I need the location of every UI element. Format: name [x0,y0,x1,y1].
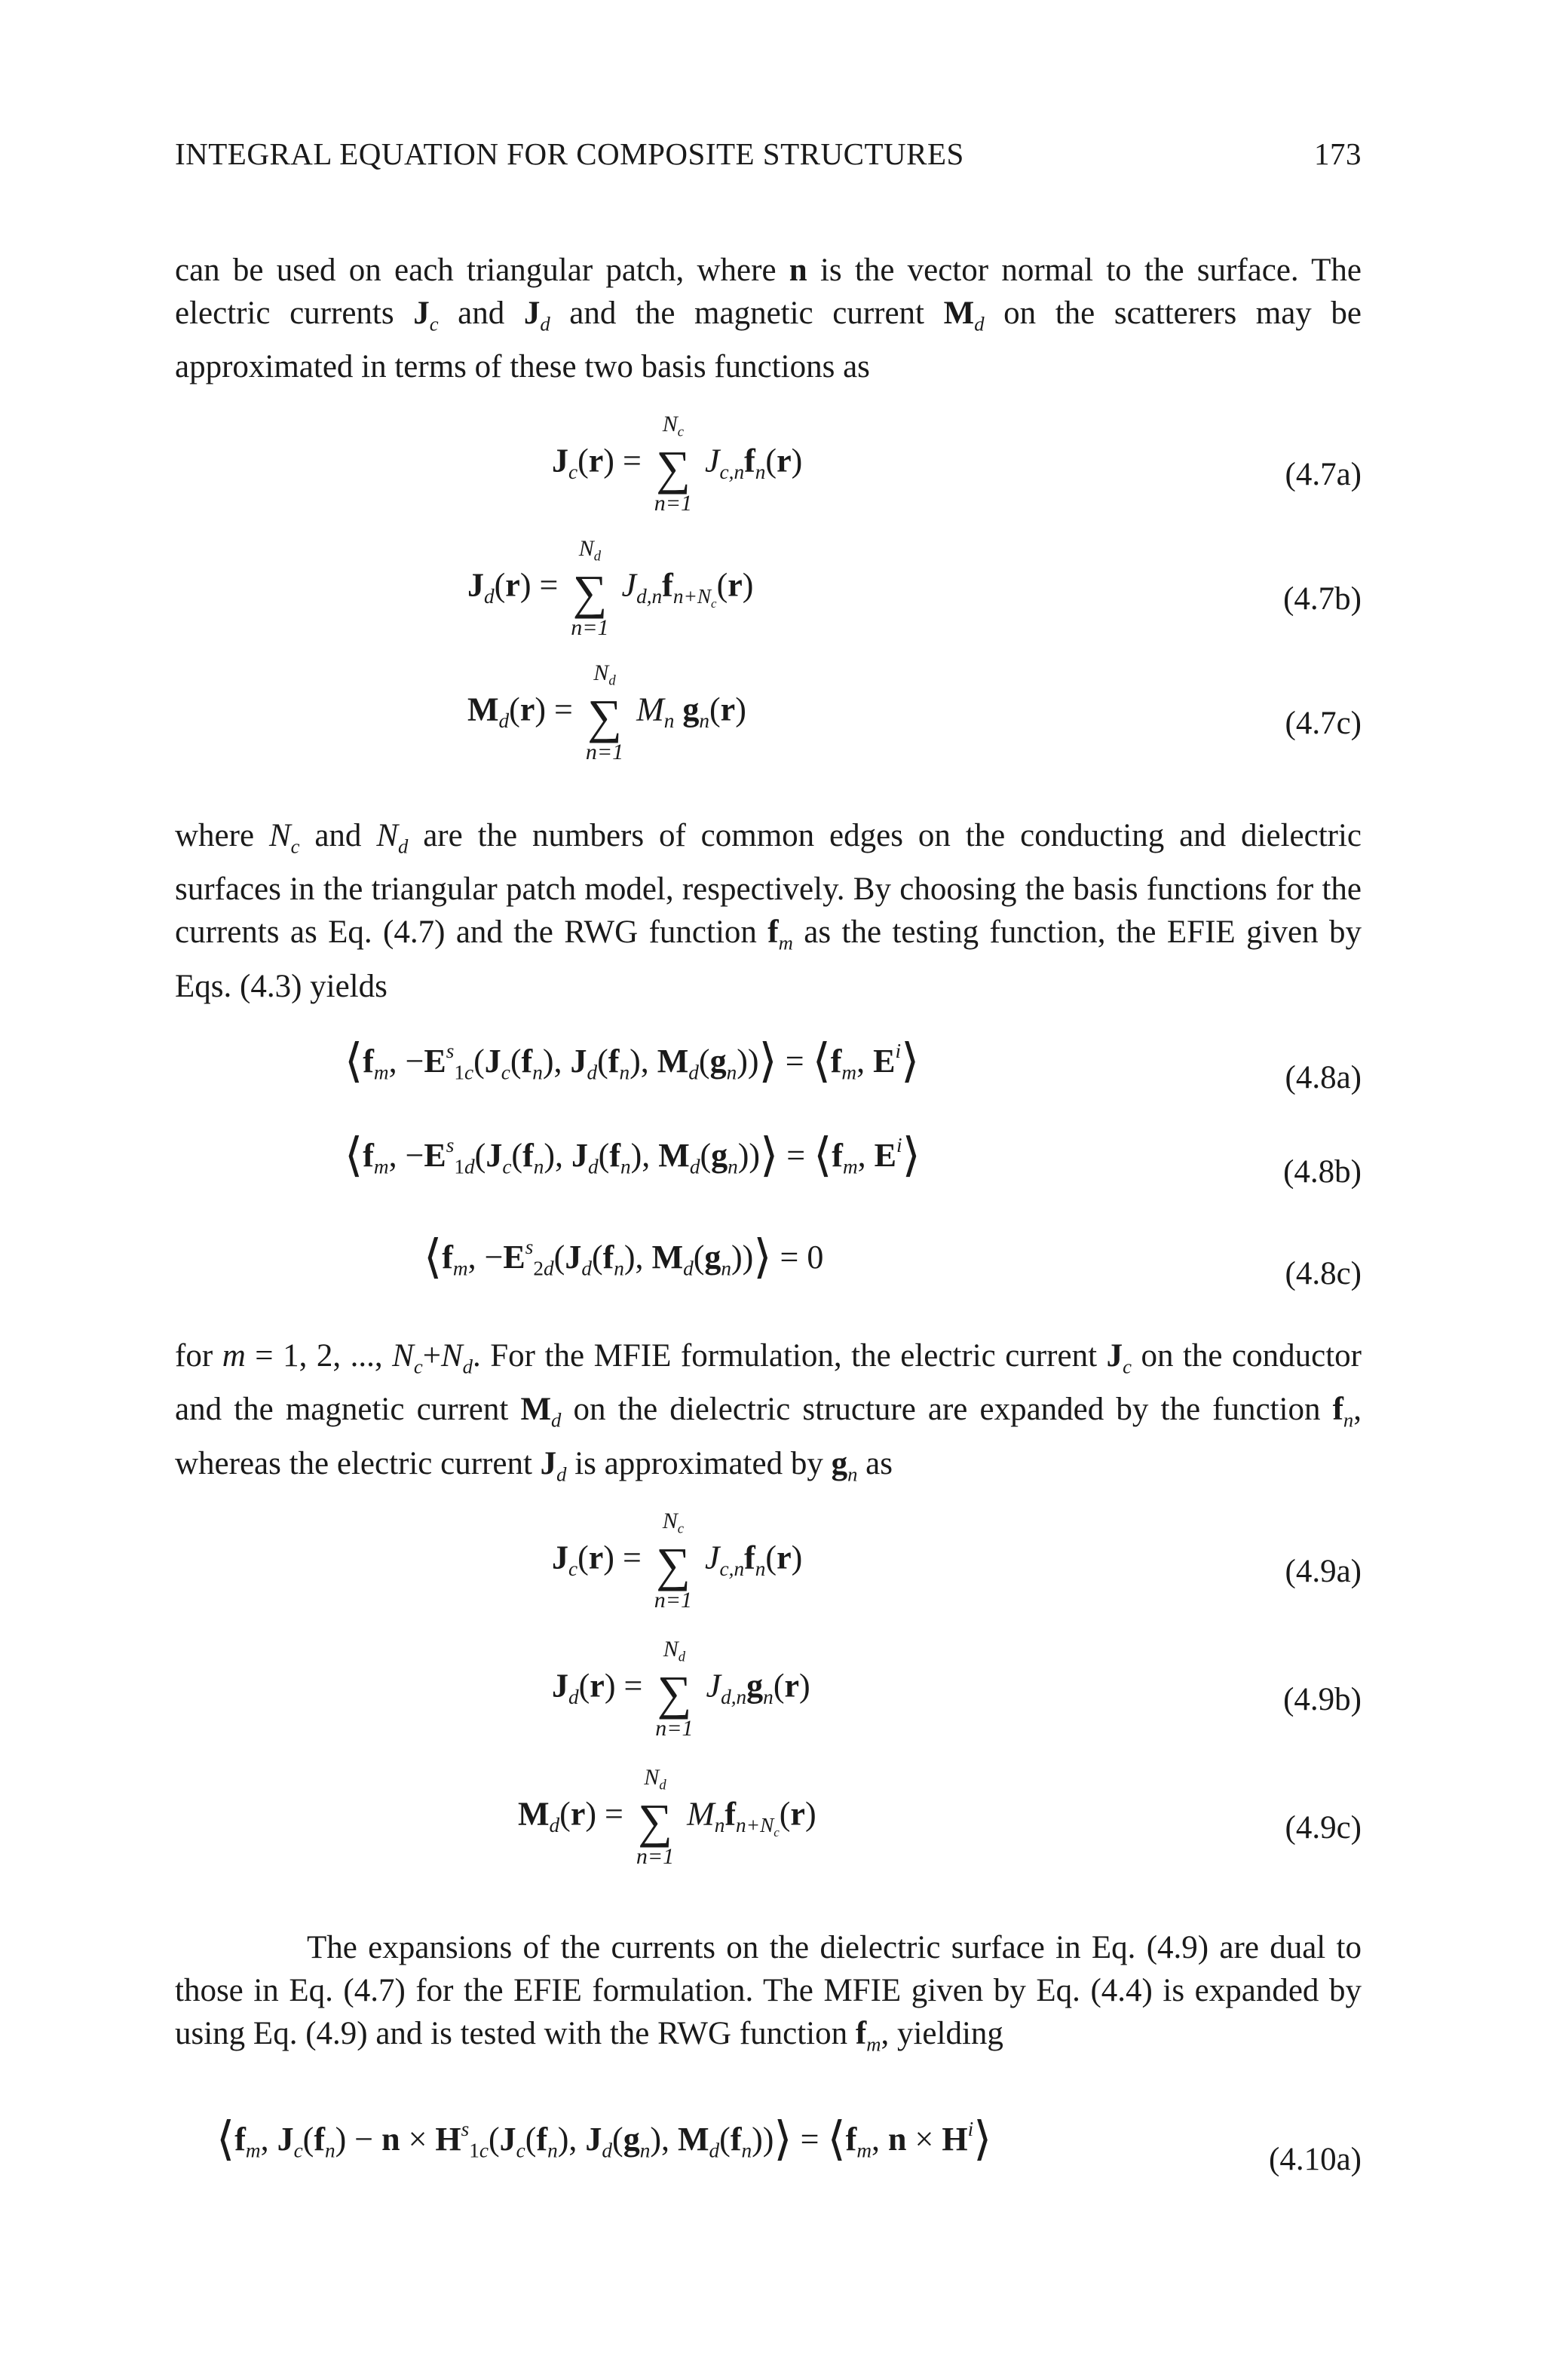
equation-4-7c: $M_d(r)$ = $N_d$ ∑ n=1 $M_n$ $g_n(r)$ (4.7c) [467,660,1362,764]
equation-4-8b: $⟨f_m$, $-E^s_{1d}(J_c(f_n)$, $J_d(f_n)$, $M_d(g_n))⟩$ = $⟨f_m$, $E^i⟩$ (4.8b) [345,1130,1362,1190]
equation-4-7b: $J_d(r)$ = $N_d$ ∑ n=1 $J_{d,n}f_{n+N_c}(r)$ (4.7b) [467,536,1362,640]
equation-4-9a: $J_c(r)$ = $N_c$ ∑ n=1 $J_{c,n}f_n(r)$ (4.9a) [552,1509,1362,1613]
equation-label: (4.8a) [1285,1060,1362,1095]
running-title: INTEGRAL EQUATION FOR COMPOSITE STRUCTURES [175,136,964,171]
equation-label: (4.10a) [1269,2142,1362,2177]
equation-label: (4.7b) [1283,581,1362,617]
equation-label: (4.7c) [1285,706,1362,741]
page-number: 173 [1314,136,1362,171]
equation-label: (4.8c) [1285,1256,1362,1291]
equation-label: (4.9a) [1285,1554,1362,1589]
running-header [175,136,1362,172]
equation-label: (4.9c) [1285,1810,1362,1845]
equation-4-9b: $J_d(r)$ = $N_d$ ∑ n=1 $J_{d,n}g_n(r)$ (4.9b) [552,1637,1362,1741]
paragraph-3: for m = 1, 2, ..., $N_c+N_d$. For the MFIE formulation, the electric current $J_c$ on the conductor and the magnetic current $M_d$ on the dielectric structure are expanded by the function $f_n$, whereas the electric current $J_d$ is approximated by $g_n$ as [175,1338,1362,1485]
equation-label: (4.8b) [1283,1154,1362,1190]
paragraph-4: The expansions of the currents on the dielectric surface in Eq. (4.9) are dual to those in Eq. (4.7) for the EFIE formulation. The MFIE given by Eq. (4.4) is expanded by using Eq. (4.9) and is tested with the RWG function $f_m$, yielding [175,1930,1362,2056]
equation-label: (4.7a) [1285,457,1362,492]
equation-4-7a: $J_c(r)$ = $N_c$ ∑ n=1 $J_{c,n}f_n(r)$ (4.7a) [552,412,1362,516]
equation-label: (4.9b) [1283,1682,1362,1717]
equation-4-8a: $⟨f_m$, $-E^s_{1c}(J_c(f_n)$, $J_d(f_n)$, $M_d(g_n))⟩$ = $⟨f_m$, $E^i⟩$ (4.8a) [345,1036,1362,1095]
paragraph-2: where $N_c$ and $N_d$ are the numbers of common edges on the conducting and dielectric surfaces in the triangular patch model, respectively. By choosing the basis functions for the currents as Eq. (4.7) and the RWG function $f_m$ as the testing function, the EFIE given by Eqs. (4.3) yields [175,818,1362,1004]
equation-4-10a: $⟨f_m$, $J_c(f_n) - n \times H^s_{1c}(J_c(f_n)$, $J_d(g_n)$, $M_d(f_n))⟩$ = $⟨f_m$, $n \times H^i⟩$ (4.10a) [216,2114,1362,2177]
equation-4-8c: $⟨f_m$, $-E^s_{2d}(J_d(f_n)$, $M_d(g_n))⟩ = 0$ (4.8c) [424,1232,1362,1291]
paragraph-1: can be used on each triangular patch, where n is the vector normal to the surface. The electric currents $J_c$ and $J_d$ and the magnetic current $M_d$ on the scatterers may be approximated in terms of these two basis functions as [175,253,1362,385]
equation-4-9c: $M_d(r)$ = $N_d$ ∑ n=1 $M_nf_{n+N_c}(r)$ (4.9c) [518,1765,1362,1869]
